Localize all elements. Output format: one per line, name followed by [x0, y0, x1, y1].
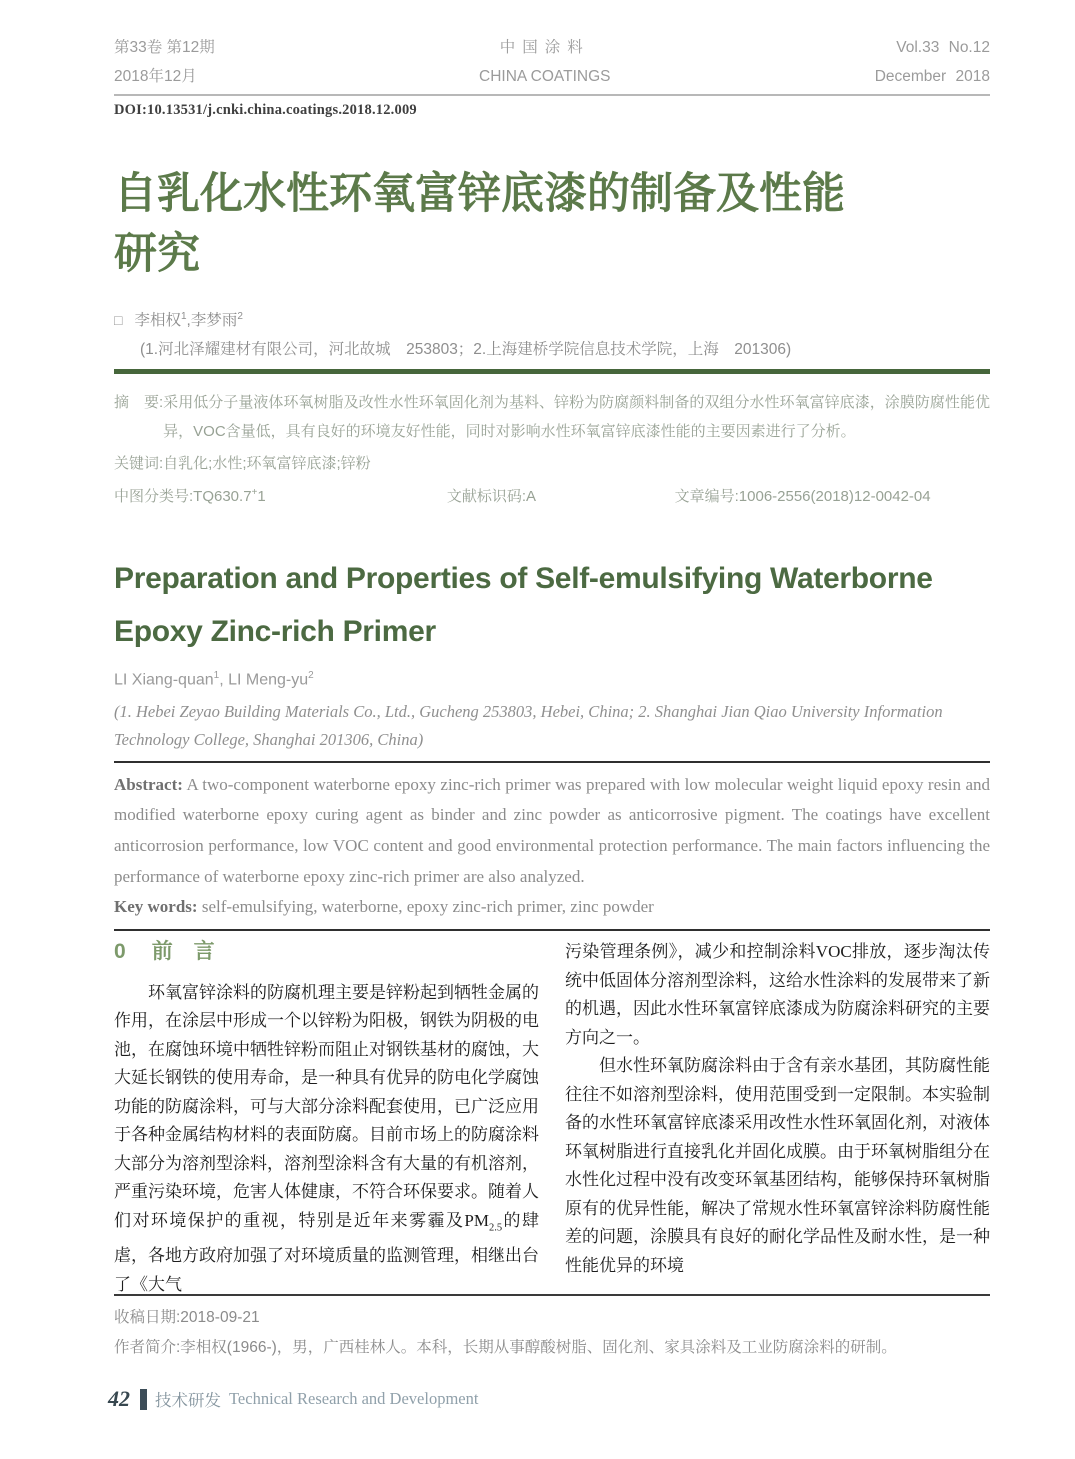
abstract-text-en: A two-component waterborne epoxy zinc-rich primer was prepared with low molecular weight liquid epoxy resin and modified waterborne epoxy curing agent as binder and zinc powder as anticorrosive pigment. The coatings have excellent anticorrosion performance, low VOC content and good environmental protection performance. The main factors influencing the performance of waterborne epoxy zinc-rich primer are also analyzed. [114, 774, 990, 886]
keywords-cn: 自乳化;水性;环氧富锌底漆;锌粉 [163, 454, 371, 472]
affiliation-cn: (1.河北泽耀建材有限公司，河北故城 253803；2.上海建桥学院信息技术学院，上海 201306) [140, 341, 792, 358]
author-bio: 作者简介:李相权(1966-)，男，广西桂林人。本科，长期从事醇酸树脂、固化剂、家具涂料及工业防腐涂料的研制。 [114, 1339, 897, 1357]
footnote-block [114, 1294, 990, 1363]
footer-section-en: Technical Research and Development [229, 1389, 479, 1408]
clc-superscript: + [251, 486, 258, 498]
classification-row [114, 482, 990, 511]
page-number: 42 [108, 1386, 130, 1411]
body-column-right [565, 938, 990, 1299]
body-paragraph-2: 但水性环氧防腐涂料由于含有亲水基团，其防腐性能往往不如溶剂型涂料，使用范围受到一定限制。本实验制备的水性环氧富锌底漆采用改性水性环氧固化剂，对液体环氧树脂进行直接乳化并固化成膜。由于环氧树脂组分在水性化过程中没有改变环氧基团结构，能够保持环氧树脂原有的优异性能，解决了常规水性环氧富锌涂料防腐性能差的问题，涂膜具有良好的耐化学品性及耐水性，是一种性能优异的环境 [565, 1056, 990, 1275]
abstract-bottom-divider [114, 929, 990, 931]
author-square-icon: □ [114, 312, 123, 328]
header-volume-cn: 第33卷 第12期 [114, 39, 215, 56]
article-title-en-line1: Preparation and Properties of Self-emulsifying Waterborne [114, 562, 933, 595]
section-heading [114, 938, 539, 967]
header-divider [114, 94, 990, 96]
author2-cn: 李梦雨 [190, 312, 238, 329]
keywords-label-cn: 关键词: [114, 454, 164, 472]
footer-section-cn: 技术研发 [155, 1392, 221, 1410]
affiliation-en: (1. Hebei Zeyao Building Materials Co., Ltd., Gucheng 253803, Hebei, China; 2. Shanghai Jian Qiao University Information Technology College, Shanghai 201306, China) [114, 702, 943, 749]
body-paragraph-1-continued: 污染管理条例》，减少和控制涂料VOC排放，逐步淘汰传统中低固体分溶剂型涂料，这给水性涂料的发展带来了新的机遇，因此水性环氧富锌底漆成为防腐涂料研究的主要方向之一。 [565, 942, 990, 1047]
authors-cn [114, 308, 990, 330]
keywords-row-cn [114, 449, 990, 478]
pm25-subscript: 2.5 [488, 1221, 503, 1233]
author2-affil-mark: 2 [237, 310, 243, 322]
header-journal-name [479, 34, 610, 91]
author1-en-affil-mark: 1 [213, 670, 220, 681]
author1-cn: 李相权 [134, 312, 181, 329]
author-separator: , [186, 312, 191, 329]
keywords-en-row [114, 892, 990, 923]
journal-header [114, 34, 990, 91]
header-volume-issue-en [875, 34, 990, 91]
author2-en-affil-mark: 2 [308, 670, 314, 681]
authors-en [114, 670, 990, 689]
footer-bar-icon [140, 1389, 147, 1410]
article-title-cn: 自乳化水性环氧富锌底漆的制备及性能研究 [114, 170, 845, 278]
page-footer [108, 1386, 478, 1412]
section-title: 前 言 [151, 940, 215, 963]
header-volume-issue-cn [114, 34, 215, 91]
header-volume-en: Vol.33 No.12 [896, 39, 990, 56]
journal-name-en: CHINA COATINGS [479, 67, 611, 85]
abstract-top-divider [114, 761, 990, 763]
author1-en: LI Xiang-quan [114, 671, 214, 689]
abstract-label-en: Abstract: [114, 774, 183, 794]
header-date-en: December 2018 [874, 67, 990, 85]
author2-en: LI Meng-yu [228, 671, 309, 689]
section-number: 0 [114, 940, 126, 963]
keywords-en: self-emulsifying, waterborne, epoxy zinc-rich primer, zinc powder [197, 897, 654, 917]
article-title-en-line2: Epoxy Zinc-rich Primer [114, 614, 436, 648]
abstract-en [114, 770, 990, 892]
received-date: 收稿日期:2018-09-21 [114, 1309, 260, 1326]
author-separator-en: , [219, 671, 229, 689]
abstract-label-cn: 摘 要: [114, 394, 164, 411]
abstract-block-cn [114, 388, 990, 511]
doi: DOI:10.13531/j.cnki.china.coatings.2018.12.009 [114, 102, 417, 119]
body-columns [114, 938, 990, 1299]
header-date-cn: 2018年12月 [114, 67, 197, 85]
green-divider-bar [114, 369, 990, 374]
body-paragraph-1: 环氧富锌涂料的防腐机理主要是锌粉起到牺牲金属的作用，在涂层中形成一个以锌粉为阳极，钢铁为阴极的电池，在腐蚀环境中牺牲锌粉而阻止对钢铁基材的腐蚀，大大延长钢铁的使用寿命，是一种具有优异的防电化学腐蚀功能的防腐涂料，可与大部分涂料配套使用，已广泛应用于各种金属结构材料的表面防腐。目前市场上的防腐涂料大部分为溶剂型涂料，溶剂型涂料含有大量的有机溶剂，严重污染环境，危害人体健康，不符合环保要求。随着人们对环境保护的重视，特别是近年来雾霾及$PM_{2.5}$的肆虐，各地方政府加强了对环境质量的监测管理，相继出台了《大气 [114, 982, 539, 1294]
clc-number: 中图分类号:TQ630.7+1 [114, 486, 266, 505]
document-code: 文献标识码:A [446, 487, 537, 505]
journal-name-cn: 中国涂料 [499, 39, 590, 56]
abstract-row-cn [114, 388, 990, 447]
keywords-label-en: Key words: [114, 897, 198, 917]
body-column-left [114, 938, 539, 1299]
article-number: 文章编号:1006-2556(2018)12-0042-04 [674, 487, 931, 505]
author1-affil-mark: 1 [180, 310, 187, 322]
article-title-en [114, 553, 990, 658]
abstract-text-cn: 采用低分子量液体环氧树脂及改性水性环氧固化剂为基料、锌粉为防腐颜料制备的双组分水性环氧富锌底漆，涂膜防腐性能优异，VOC含量低，具有良好的环境友好性能，同时对影响水性环氧富锌底漆性能的主要因素进行了分析。 [163, 394, 990, 441]
